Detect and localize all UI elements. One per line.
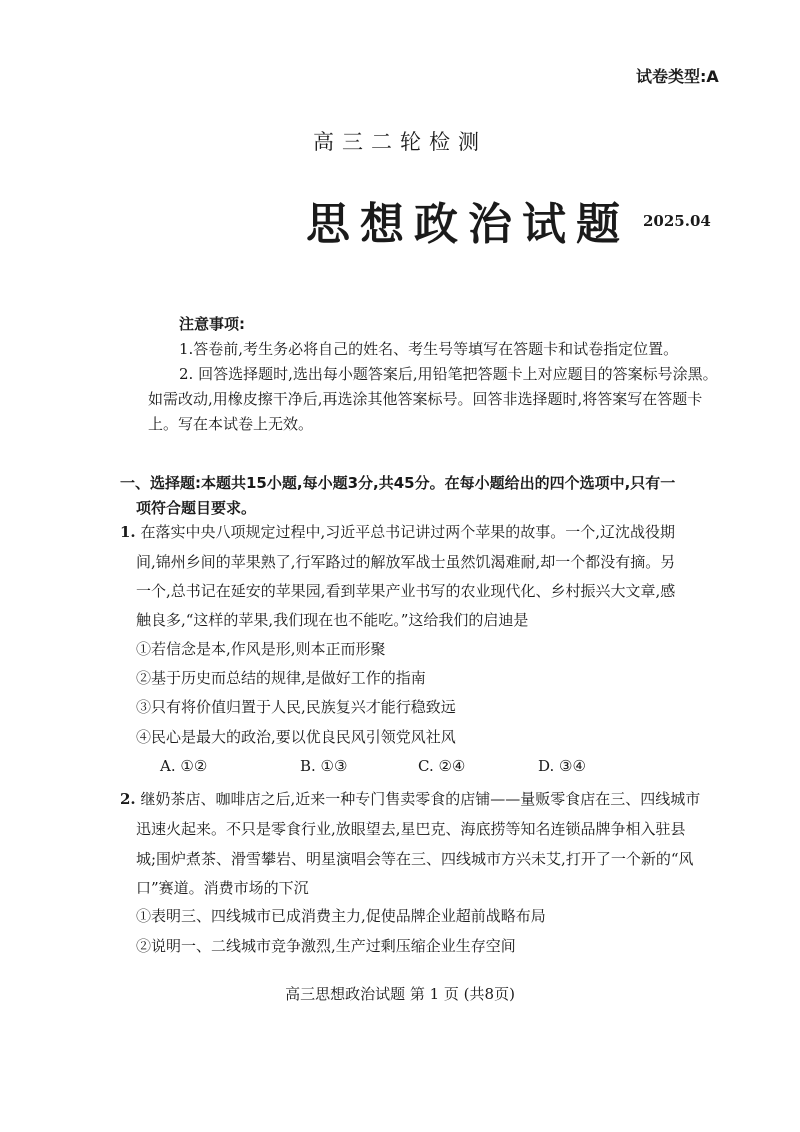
notes-line: 2. 回答选择题时,选出每小题答案后,用铅笔把答题卡上对应题目的答案标号涂黑。 bbox=[179, 365, 718, 383]
option-c: C. ②④ bbox=[418, 757, 466, 775]
question-1-stem-text: 在落实中央八项规定过程中,习近平总书记讲过两个苹果的故事。一个,辽沈战役期 bbox=[140, 523, 675, 541]
option-a: A. ①② bbox=[160, 757, 208, 775]
exam-title: 思想政治试题 bbox=[306, 199, 630, 250]
question-1-statement-3: ③只有将价值归置于人民,民族复兴才能行稳致远 bbox=[136, 698, 456, 716]
question-2-statement-1: ①表明三、四线城市已成消费主力,促使品牌企业超前战略布局 bbox=[136, 907, 546, 925]
option-b: B. ①③ bbox=[300, 757, 348, 775]
option-d: D. ③④ bbox=[538, 757, 586, 775]
question-2-stem-line: 口”赛道。消费市场的下沉 bbox=[136, 879, 309, 897]
question-2-stem-line: 迅速火起来。不只是零食行业,放眼望去,星巴克、海底捞等知名连锁品牌争相入驻县 bbox=[136, 820, 686, 838]
question-1-stem-line bbox=[120, 521, 675, 542]
question-1-stem-line: 间,锦州乡间的苹果熟了,行军路过的解放军战士虽然饥渴难耐,却一个都没有摘。另 bbox=[136, 553, 676, 571]
question-2-stem-line: 城;围炉煮茶、滑雪攀岩、明星演唱会等在三、四线城市方兴未艾,打开了一个新的“风 bbox=[136, 850, 694, 868]
question-number: 1. bbox=[120, 523, 136, 541]
question-1-stem-line: 触良多,“这样的苹果,我们现在也不能吃。”这给我们的启迪是 bbox=[136, 611, 529, 629]
notes-line: 上。写在本试卷上无效。 bbox=[148, 415, 314, 433]
question-1-stem-line: 一个,总书记在延安的苹果园,看到苹果产业书写的农业现代化、乡村振兴大文章,感 bbox=[136, 582, 676, 600]
question-number: 2. bbox=[120, 790, 136, 808]
question-2-stem-text: 继奶茶店、咖啡店之后,近来一种专门售卖零食的店铺——量贩零食店在三、四线城市 bbox=[140, 790, 701, 808]
question-1-statement-2: ②基于历史而总结的规律,是做好工作的指南 bbox=[136, 669, 426, 687]
section-heading-cont: 项符合题目要求。 bbox=[136, 499, 257, 517]
question-2-statement-2: ②说明一、二线城市竞争激烈,生产过剩压缩企业生存空间 bbox=[136, 937, 516, 955]
paper-type-label: 试卷类型:A bbox=[636, 67, 719, 86]
notes-line: 如需改动,用橡皮擦干净后,再选涂其他答案标号。回答非选择题时,将答案写在答题卡 bbox=[148, 390, 703, 408]
section-heading: 一、选择题:本题共15小题,每小题3分,共45分。在每小题给出的四个选项中,只有一 bbox=[120, 474, 676, 492]
exam-date: 2025.04 bbox=[643, 212, 711, 230]
question-1-statement-1: ①若信念是本,作风是形,则本正而形聚 bbox=[136, 640, 386, 658]
exam-subtitle: 高三二轮检测 bbox=[313, 130, 487, 154]
question-1-statement-4: ④民心是最大的政治,要以优良民风引领党风社风 bbox=[136, 728, 456, 746]
notes-heading: 注意事项: bbox=[179, 315, 245, 333]
notes-line: 1.答卷前,考生务必将自己的姓名、考生号等填写在答题卡和试卷指定位置。 bbox=[179, 340, 679, 358]
page-footer: 高三思想政治试题 第 1 页 (共8页) bbox=[285, 985, 515, 1003]
question-2-stem-line bbox=[120, 788, 700, 809]
